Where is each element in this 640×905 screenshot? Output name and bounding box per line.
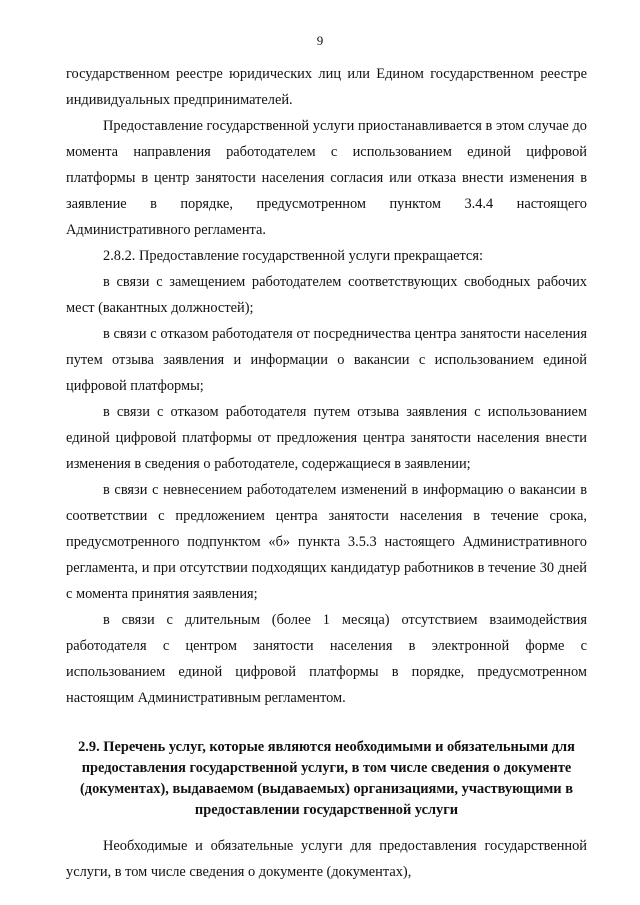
document-body: [66, 61, 587, 885]
list-item-vacancies-filled: в связи с замещением работодателем соответствующих свободных рабочих мест (вакантных должностей);: [66, 274, 587, 316]
paragraph-required-services: Необходимые и обязательные услуги для предоставления государственной услуги, в том числе сведения о документе (документах),: [66, 838, 587, 880]
list-item-changes-not-made: в связи с невнесением работодателем изменений в информацию о вакансии в соответствии с предложением центра занятости населения в течение срока, предусмотренного подпунктом «б» пункта 3.5.3 настоящего Административного регламента, и при отсутствии подходящих кандидатур работников в течение 30 дней с момента принятия заявления;: [66, 482, 587, 602]
page-number: 9: [316, 33, 324, 48]
section-heading-2-9: 2.9. Перечень услуг, которые являются необходимыми и обязательными для предоставления государственной услуги, в том числе сведения о документе (документах), выдаваемом (выдаваемых) организациями, участвующими в предоставлении государственной услуги: [78, 739, 575, 818]
paragraph-2-8-2-termination: 2.8.2. Предоставление государственной услуги прекращается:: [103, 248, 483, 264]
list-item-mediation-refusal: в связи с отказом работодателя от посредничества центра занятости населения путем отзыва заявления и информации о вакансии с использованием единой цифровой платформы;: [66, 326, 587, 394]
list-item-no-interaction: в связи с длительным (более 1 месяца) отсутствием взаимодействия работодателя с центром занятости населения в электронной форме с использованием единой цифровой платформы в порядке, предусмотренном настоящим Административным регламентом.: [66, 612, 587, 706]
list-item-changes-refusal: в связи с отказом работодателя путем отзыва заявления с использованием единой цифровой платформы от предложения центра занятости населения внести изменения в сведения о работодателе, содержащиеся в заявлении;: [66, 404, 587, 472]
paragraph-registry-continuation: государственном реестре юридических лиц или Едином государственном реестре индивидуальных предпринимателей.: [66, 66, 587, 108]
paragraph-suspension: Предоставление государственной услуги приостанавливается в этом случае до момента направления работодателем с использованием единой цифровой платформы в центр занятости населения согласия или отказа внести изменения в заявление в порядке, предусмотренном пунктом 3.4.4 настоящего Административного регламента.: [66, 118, 587, 238]
